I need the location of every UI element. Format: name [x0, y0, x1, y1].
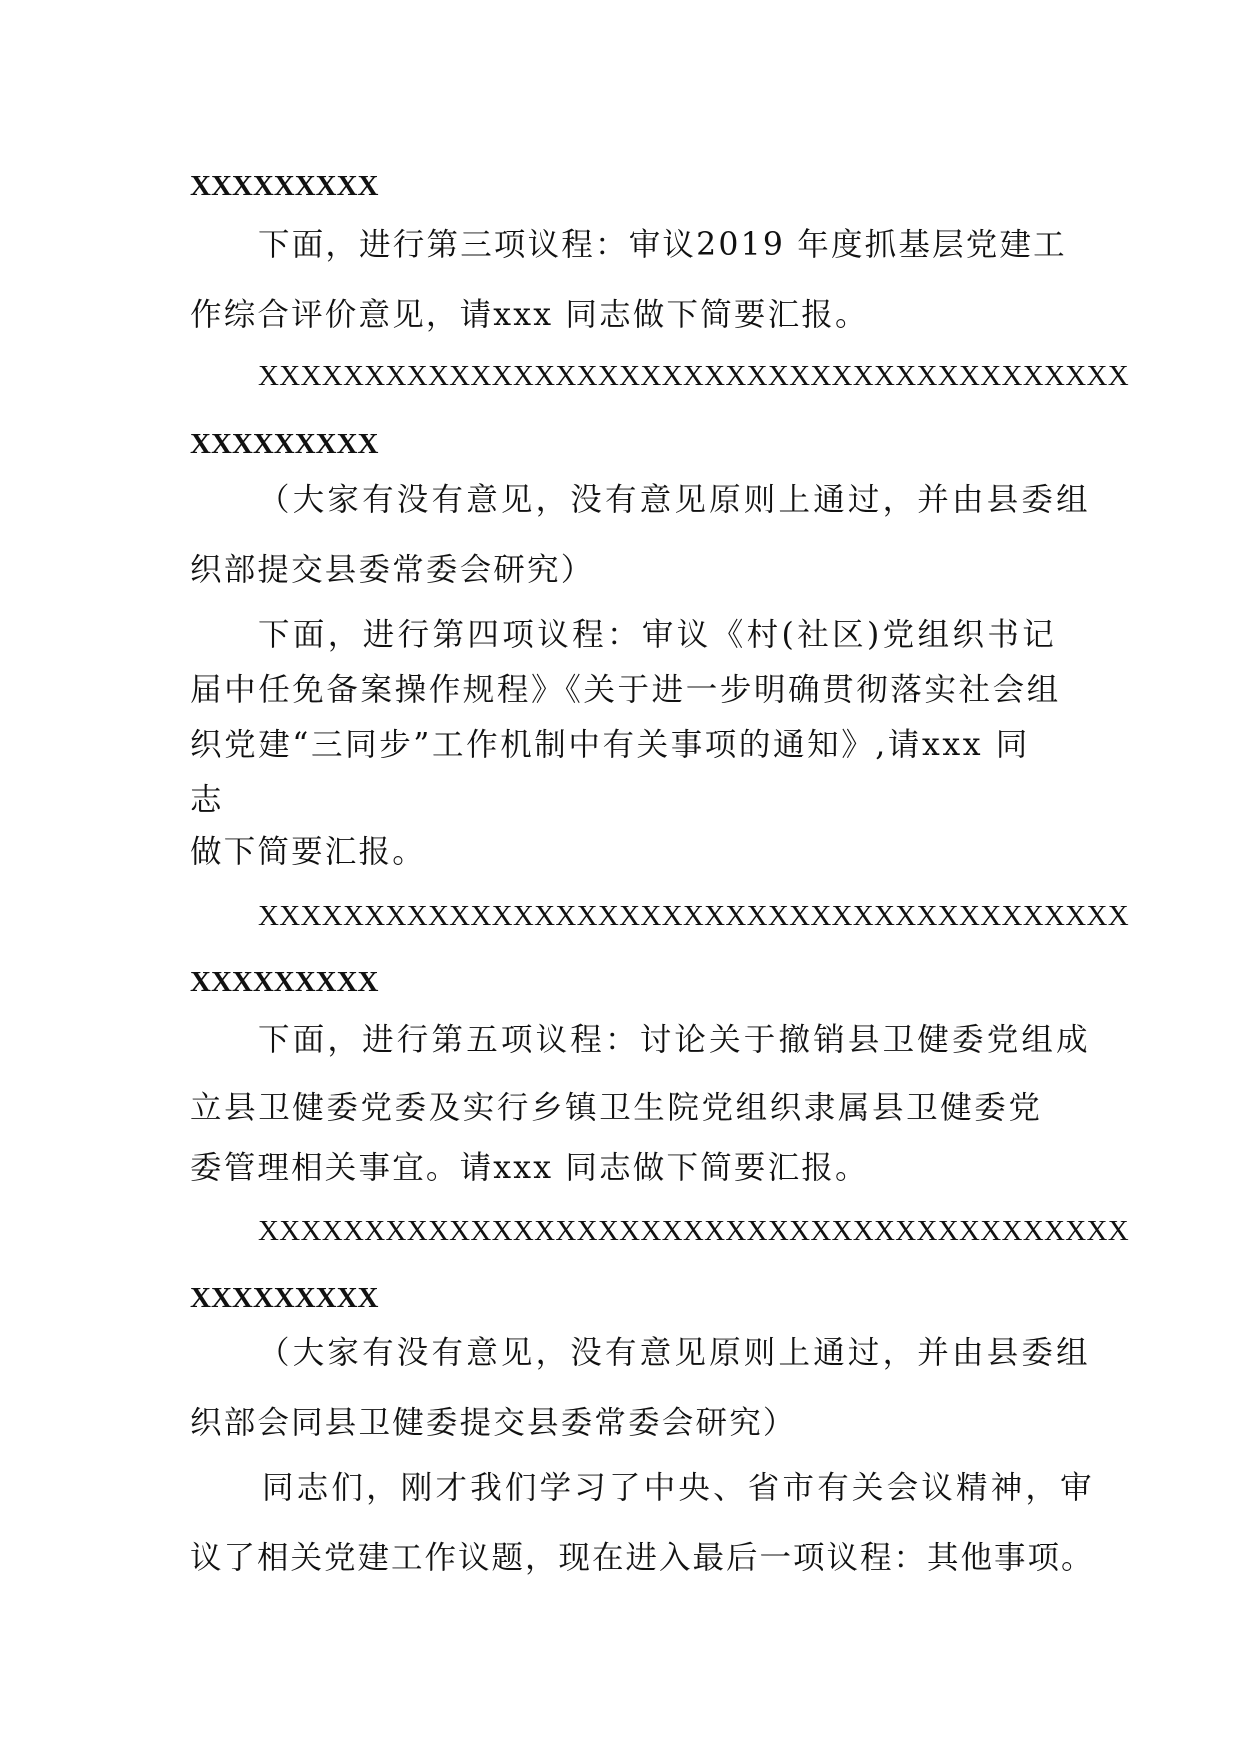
marker-heading-4: XXXXXXXXX	[190, 1282, 379, 1314]
closing-line-2: 议了相关党建工作议题，现在进入最后一项议程：其他事项。	[190, 1540, 1095, 1576]
remark-1-line-1: （大家有没有意见，没有意见原则上通过，并由县委组	[258, 482, 1091, 518]
agenda-item-4-line-4: 志	[190, 782, 222, 818]
agenda-item-5-line-2: 立县卫健委党委及实行乡镇卫生院党组织隶属县卫健委党	[190, 1090, 1043, 1126]
placeholder-row-2: XXXXXXXXXXXXXXXXXXXXXXXXXXXXXXXXXXXXXXXXX	[258, 900, 1129, 932]
agenda-item-4-line-1: 下面，进行第四项议程：审议《村(社区)党组织书记	[258, 617, 1058, 653]
agenda-item-3-line-2: 作综合评价意见，请xxx 同志做下简要汇报。	[190, 297, 869, 333]
remark-1-line-2: 织部提交县委常委会研究）	[190, 552, 595, 588]
placeholder-row-3: XXXXXXXXXXXXXXXXXXXXXXXXXXXXXXXXXXXXXXXXX	[258, 1215, 1129, 1247]
remark-2-line-1: （大家有没有意见，没有意见原则上通过，并由县委组	[258, 1335, 1091, 1371]
closing-line-1: 同志们，刚才我们学习了中央、省市有关会议精神，审	[262, 1470, 1095, 1506]
placeholder-row-1: XXXXXXXXXXXXXXXXXXXXXXXXXXXXXXXXXXXXXXXXX	[258, 360, 1129, 392]
marker-heading-2: XXXXXXXXX	[190, 428, 379, 460]
agenda-item-5-line-1: 下面，进行第五项议程：讨论关于撤销县卫健委党组成	[258, 1022, 1091, 1058]
agenda-item-5-line-3: 委管理相关事宜。请xxx 同志做下简要汇报。	[190, 1150, 869, 1186]
agenda-item-4-line-5: 做下简要汇报。	[190, 834, 426, 870]
remark-2-line-2: 织部会同县卫健委提交县委常委会研究）	[190, 1405, 797, 1441]
agenda-item-4-line-3: 织党建“三同步”工作机制中有关事项的通知》,请xxx 同	[190, 727, 1030, 763]
marker-heading-1: XXXXXXXXX	[190, 170, 379, 202]
agenda-item-4-line-2: 届中任免备案操作规程》《关于进一步明确贯彻落实社会组	[190, 672, 1061, 708]
agenda-item-3-line-1: 下面，进行第三项议程：审议2019 年度抓基层党建工	[258, 227, 1067, 263]
marker-heading-3: XXXXXXXXX	[190, 966, 379, 998]
